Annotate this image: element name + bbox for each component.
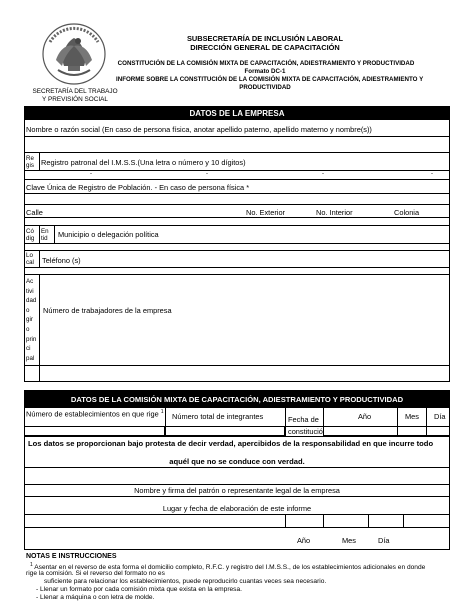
actividad-label-fragment: Ac tivi dad o gir o prin ci pal bbox=[26, 278, 37, 362]
establecimientos-field[interactable] bbox=[24, 426, 165, 436]
no-exterior-label: No. Exterior bbox=[246, 208, 286, 217]
colonia-label: Colonia bbox=[394, 208, 420, 217]
nota-2: - Llenar un formato por cada comisión mixta que exista en la empresa. bbox=[36, 586, 242, 593]
seal-caption-line2: Y PREVISIÓN SOCIAL bbox=[42, 96, 108, 103]
integrantes-label: Número total de integrantes bbox=[172, 412, 264, 421]
nombre-field[interactable] bbox=[24, 136, 450, 153]
header-format: Formato DC-1 bbox=[244, 68, 286, 75]
protesta-line1: Los datos se proporcionan bajo protesta de decir verdad, apercibidos de la responsabilidad en que incurre todo bbox=[28, 439, 434, 448]
lugar-label: Lugar y fecha de elaboración de este informe bbox=[162, 504, 312, 513]
header-line1: SUBSECRETARÍA DE INCLUSIÓN LABORAL bbox=[186, 34, 344, 43]
constitucion-label: constitució bbox=[288, 427, 323, 436]
nombre-label: Nombre o razón social (En caso de persona física, anotar apellido paterno, apellido materno y nombre(s)) bbox=[26, 125, 372, 134]
curp-label: Clave Única de Registro de Población. - En caso de persona física * bbox=[26, 183, 250, 192]
integrantes-field[interactable] bbox=[165, 426, 285, 436]
eagle-seal-icon bbox=[38, 22, 110, 86]
telefono-field[interactable] bbox=[24, 267, 450, 275]
nota-3: - Llenar a máquina o con letra de molde. bbox=[36, 594, 155, 601]
protesta-line2: aquél que no se conduce con verdad. bbox=[169, 457, 305, 466]
government-seal bbox=[38, 22, 110, 86]
header-line5: INFORME SOBRE LA CONSTITUCIÓN DE LA COMISIÓN MIXTA DE CAPACITACIÓN, ADIESTRAMIENTO Y bbox=[116, 76, 424, 83]
mes-label: Mes bbox=[405, 412, 419, 421]
registro-field[interactable] bbox=[24, 170, 450, 180]
registro-separator: - bbox=[206, 171, 208, 177]
registro-label-fragment: Re gis bbox=[26, 155, 34, 169]
dia2-label: Día bbox=[378, 536, 390, 545]
curp-field[interactable] bbox=[24, 193, 450, 205]
header-line2: DIRECCIÓN GENERAL DE CAPACITACIÓN bbox=[190, 43, 340, 52]
notas-title: NOTAS E INSTRUCCIONES bbox=[26, 553, 117, 560]
firma-label: Nombre y firma del patrón o representante legal de la empresa bbox=[134, 486, 340, 495]
trabajadores-label: Número de trabajadores de la empresa bbox=[43, 306, 172, 315]
firma-field[interactable] bbox=[24, 467, 450, 485]
registro-separator: - bbox=[322, 171, 324, 177]
nota-1-line1: $^1$ Asentar en el reverso de esta forma el domicilio completo, R.F.C. y registro del I.M.S.S., de los establecimientos adicionales en donde bbox=[30, 562, 426, 572]
empresa-title: DATOS DE LA EMPRESA bbox=[24, 106, 450, 120]
no-interior-label: No. Interior bbox=[316, 208, 353, 217]
comision-title: DATOS DE LA COMISIÓN MIXTA DE CAPACITACIÓN, ADIESTRAMIENTO Y PRODUCTIVIDAD bbox=[24, 390, 450, 408]
registro-separator: - bbox=[90, 171, 92, 177]
municipio-label: Municipio o delegación política bbox=[58, 230, 159, 239]
fecha-label: Fecha de bbox=[288, 415, 319, 424]
header-line6: PRODUCTIVIDAD bbox=[239, 84, 291, 91]
fecha-field[interactable] bbox=[323, 426, 450, 436]
registro-label: Registro patronal del I.M.S.S.(Una letra o número y 10 dígitos) bbox=[41, 158, 246, 167]
localidad-label-fragment: Lo cal bbox=[26, 252, 34, 266]
dia-label: Día bbox=[434, 412, 446, 421]
codigo-label-fragment: Có dig bbox=[26, 228, 35, 242]
mes2-label: Mes bbox=[342, 536, 356, 545]
anio2-label: Año bbox=[297, 536, 311, 545]
nota-1-line2: rige la comisión. Si el reverso del formato no es bbox=[26, 570, 165, 577]
header-line3: CONSTITUCIÓN DE LA COMISIÓN MIXTA DE CAPACITACIÓN, ADIESTRAMIENTO Y PRODUCTIVIDAD bbox=[117, 60, 415, 67]
seal-caption-line1: SECRETARÍA DEL TRABAJO bbox=[32, 88, 118, 95]
establecimientos-label: Número de establecimientos en que rige $^1$ bbox=[26, 409, 164, 419]
trabajadores-field[interactable] bbox=[24, 365, 450, 382]
domicilio-field[interactable] bbox=[24, 217, 450, 226]
telefono-label: Teléfono (s) bbox=[42, 256, 81, 265]
anio-label: Año bbox=[358, 412, 372, 421]
nota-1-line3: suficiente para relacionar los establecimientos, puede reproducirlo cuantas veces sea necesario. bbox=[44, 578, 327, 585]
registro-separator: - bbox=[431, 171, 433, 177]
municipio-field[interactable] bbox=[24, 243, 450, 251]
calle-label: Calle bbox=[26, 208, 43, 217]
entidad-label-fragment: En tid bbox=[41, 228, 49, 242]
lugar-field[interactable] bbox=[24, 514, 450, 528]
